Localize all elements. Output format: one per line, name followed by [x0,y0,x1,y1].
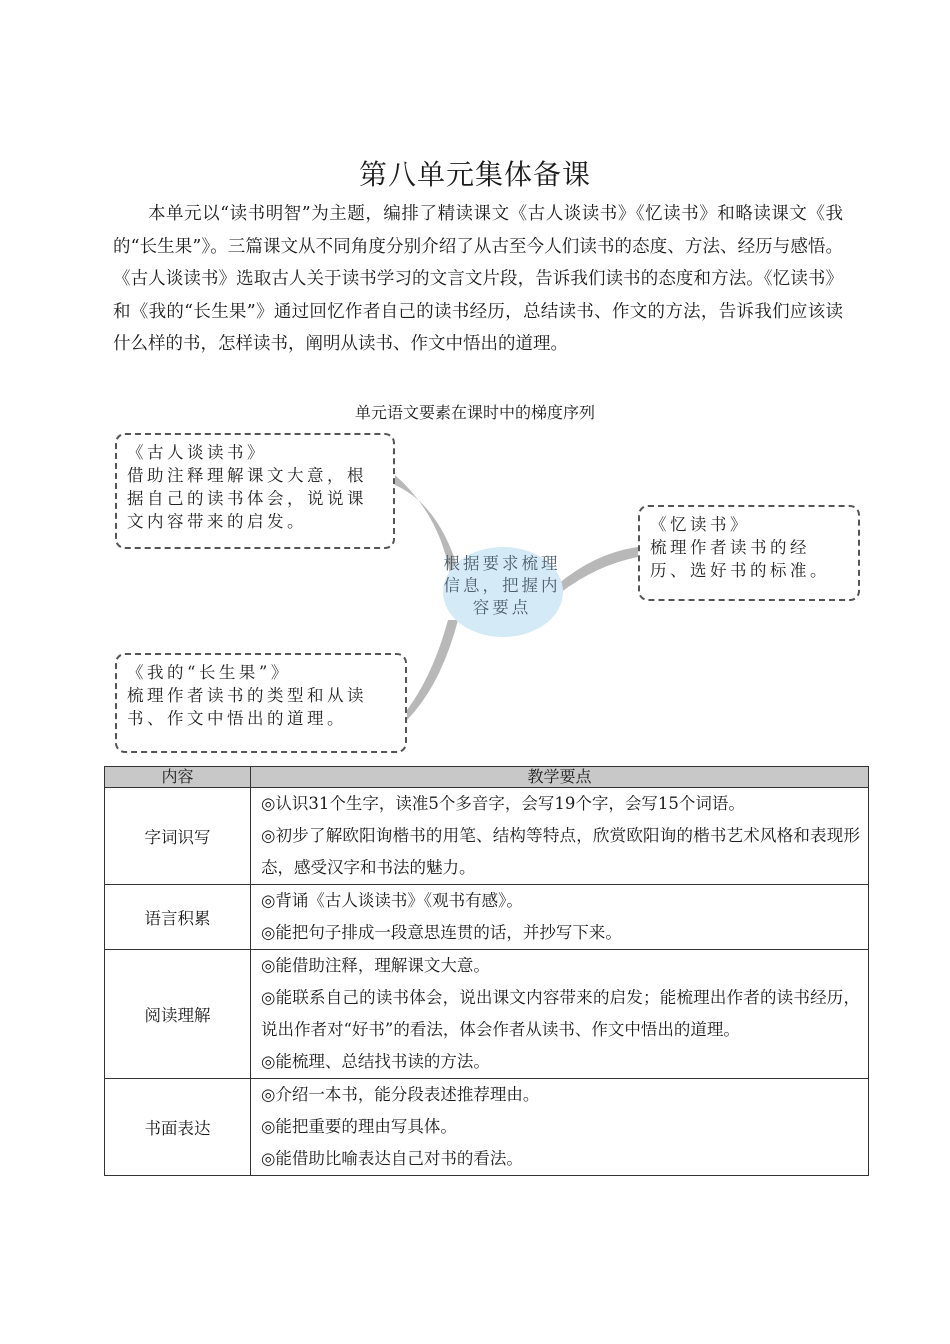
teaching-point: ◎认识31个生字，读准5个多音字，会写19个字，会写15个词语。 [261,794,745,813]
lesson-node-changshengguo [115,653,407,753]
node-description: 借助注释理解课文大意，根据自己的读书体会，说说课文内容带来的启发。 [127,466,367,531]
node-title: 《古人谈读书》 [127,443,267,462]
branch-connector-bottom-left [407,620,458,720]
points-cell [251,1079,869,1176]
branch-connector-right [557,547,638,593]
page-title: 第八单元集体备课 [358,158,591,191]
lesson-node-yidushu [638,505,860,601]
teaching-point: ◎能借助比喻表达自己对书的看法。 [261,1149,523,1168]
node-description: 梳理作者读书的类型和从读书、作文中悟出的道理。 [127,686,367,728]
mind-map [105,425,875,760]
diagram-caption: 单元语文要素在课时中的梯度序列 [354,403,595,422]
teaching-point: ◎初步了解欧阳询楷书的用笔、结构等特点，欣赏欧阳询的楷书艺术风格和表现形态，感受汉字和书法的魅力。 [261,826,860,877]
table-row [105,1079,869,1176]
category-cell: 阅读理解 [105,950,251,1079]
category-cell: 书面表达 [105,1079,251,1176]
points-cell [251,885,869,950]
teaching-points-table [104,766,869,1176]
center-node-text: 根据要求梳理信息，把握内容要点 [443,554,561,617]
table-row [105,950,869,1079]
table-header-row [105,767,869,788]
header-content: 内容 [105,767,251,788]
category-cell: 字词识写 [105,788,251,885]
table-row [105,788,869,885]
teaching-point: ◎能把重要的理由写具体。 [261,1117,457,1136]
teaching-point: ◎能借助注释，理解课文大意。 [261,956,490,975]
teaching-point: ◎能把句子排成一段意思连贯的话，并抄写下来。 [261,923,622,942]
teaching-point: ◎能梳理、总结找书读的方法。 [261,1052,490,1071]
node-title: 《我的“长生果”》 [127,663,291,682]
table-row [105,885,869,950]
points-cell [251,950,869,1079]
teaching-point: ◎背诵《古人谈读书》《观书有感》。 [261,891,523,910]
node-title: 《忆读书》 [650,515,750,534]
category-cell: 语言积累 [105,885,251,950]
teaching-point: ◎介绍一本书，能分段表述推荐理由。 [261,1085,540,1104]
header-teaching-points: 教学要点 [251,767,869,788]
intro-paragraph: 本单元以“读书明智”为主题，编排了精读课文《古人谈读书》《忆读书》和略读课文《我的“长生果”》。三篇课文从不同角度分别介绍了从古至今人们读书的态度、方法、经历与感悟。《古人谈读书》选取古人关于读书学习的文言文片段，告诉我们读书的态度和方法。《忆读书》和《我的“长生果”》通过回忆作者自己的读书经历，总结读书、作文的方法，告诉我们应该读什么样的书，怎样读书，阐明从读书、作文中悟出的道理。 [113,204,843,354]
teaching-point: ◎能联系自己的读书体会，说出课文内容带来的启发；能梳理出作者的读书经历，说出作者对“好书”的看法，体会作者从读书、作文中悟出的道理。 [261,988,860,1039]
node-description: 梳理作者读书的经历、选好书的标准。 [650,538,830,580]
lesson-node-guren [115,433,395,549]
points-cell [251,788,869,885]
